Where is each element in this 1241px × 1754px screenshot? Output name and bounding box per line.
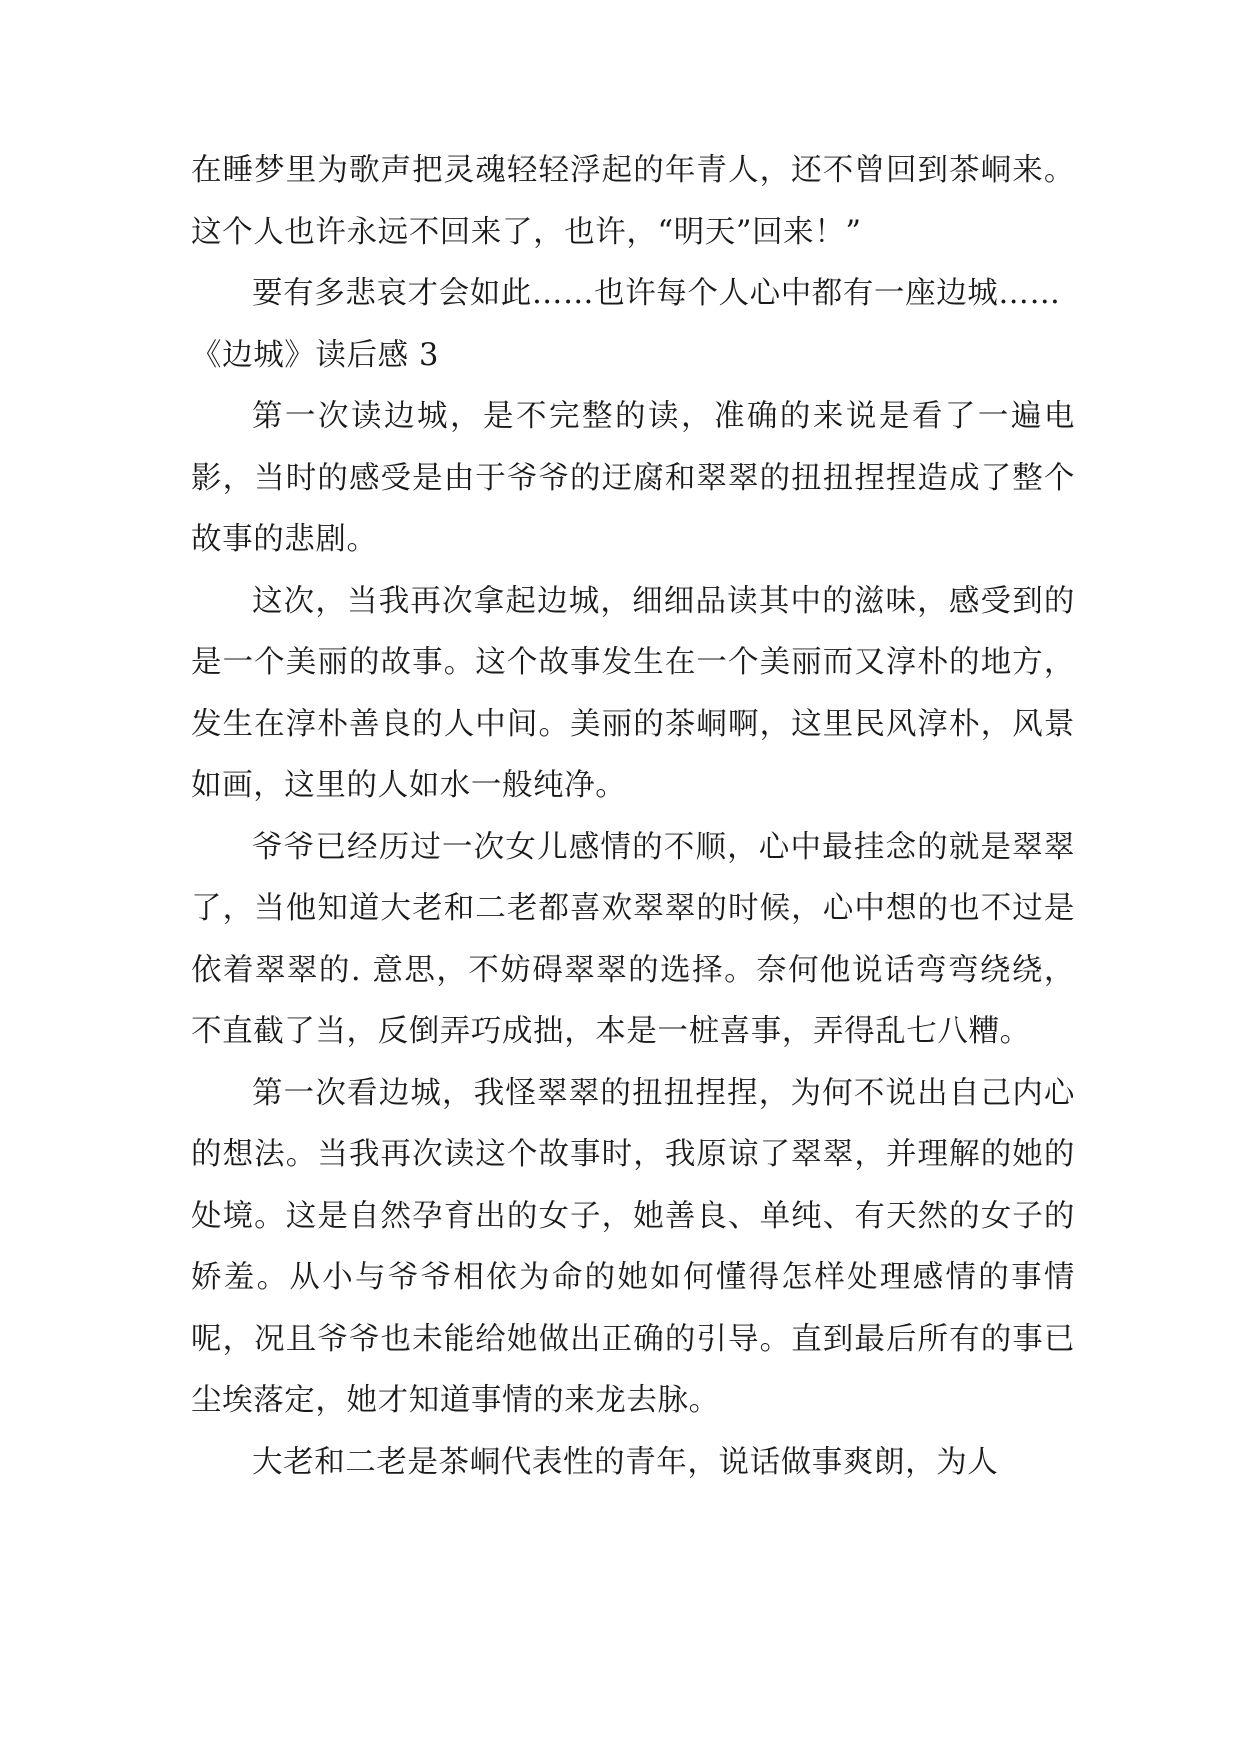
section-title: 《边城》读后感 3 bbox=[191, 337, 439, 373]
paragraph-sorrow: 要有多悲哀才会如此……也许每个人心中都有一座边城…… bbox=[252, 276, 1061, 311]
paragraph-second-reading: 这次，当我再次拿起边城，细细品读其中的滋味，感受到的是一个美丽的故事。这个故事发生在一个美丽而又淳朴的地方，发生在淳朴善良的人中间。美丽的茶峒啊，这里民风淳朴，风景如画，这里的人如水一般纯净。 bbox=[191, 583, 1075, 803]
document-page bbox=[191, 140, 1075, 1493]
paragraph-grandfather: 爷爷已经历过一次女儿感情的不顺，心中最挂念的就是翠翠了，当他知道大老和二老都喜欢翠翠的时候，心中想的也不过是依着翠翠的. 意思，不妨碍翠翠的选择。奈何他说话弯弯绕绕，不直截了当，反倒弄巧成拙，本是一桩喜事，弄得乱七八糟。 bbox=[191, 829, 1075, 1049]
paragraph-dalao-erlao: 大老和二老是茶峒代表性的青年，说话做事爽朗，为人 bbox=[252, 1444, 999, 1480]
paragraph-cuicui: 第一次看边城，我怪翠翠的扭扭捏捏，为何不说出自己内心的想法。当我再次读这个故事时，我原谅了翠翠，并理解的她的处境。这是自然孕育出的女子，她善良、单纯、有天然的女子的娇羞。从小与爷爷相依为命的她如何懂得怎样处理感情的事情呢，况且爷爷也未能给她做出正确的引导。直到最后所有的事已尘埃落定，她才知道事情的来龙去脉。 bbox=[191, 1075, 1075, 1418]
paragraph-first-reading: 第一次读边城，是不完整的读，准确的来说是看了一遍电影，当时的感受是由于爷爷的迂腐和翠翠的扭扭捏捏造成了整个故事的悲剧。 bbox=[191, 399, 1075, 557]
paragraph-continuation: 在睡梦里为歌声把灵魂轻轻浮起的年青人，还不曾回到茶峒来。这个人也许永远不回来了，也许，“明天”回来！” bbox=[191, 153, 1075, 250]
